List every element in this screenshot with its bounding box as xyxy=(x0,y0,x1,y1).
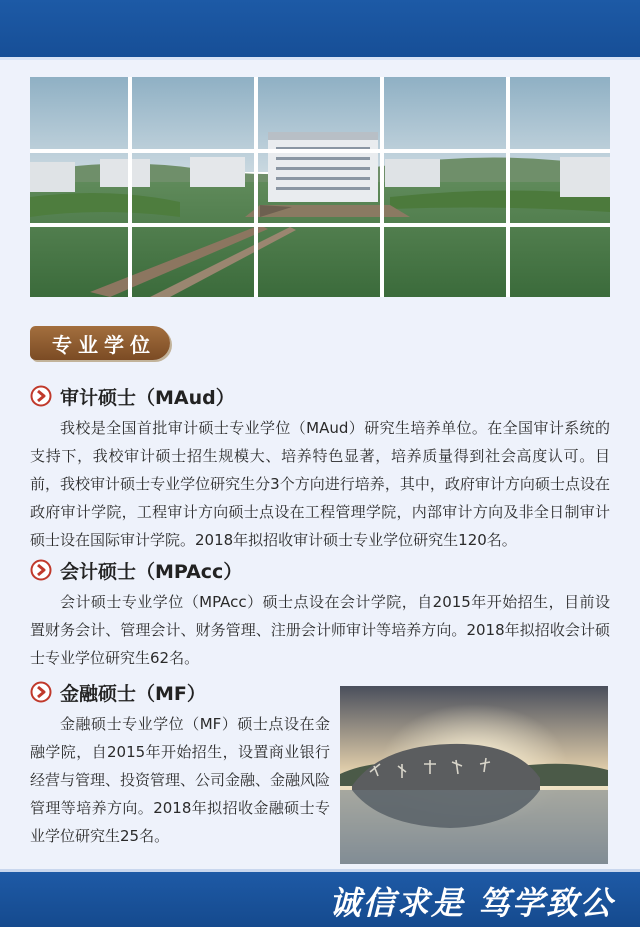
header-band xyxy=(0,0,640,60)
campus-photo xyxy=(30,77,610,297)
university-stone-photo xyxy=(340,686,608,864)
program-description: 我校是全国首批审计硕士专业学位（MAud）研究生培养单位。在全国审计系统的支持下，我校审计硕士招生规模大、培养特色显著，培养质量得到社会高度认可。目前，我校审计硕士专业学位研究生分3个方向进行培养，其中，政府审计方向硕士点设在政府审计学院，工程审计方向硕士点设在工程管理学院，内部审计方向及非全日制审计硕士设在国际审计学院。2018年拟招收审计硕士专业学位研究生120名。 xyxy=(30,419,610,549)
program-mf xyxy=(30,678,330,850)
program-description: 金融硕士专业学位（MF）硕士点设在金融学院，自2015年开始招生，设置商业银行经营与管理、投资管理、公司金融、金融风险管理等培养方向。2018年拟招收金融硕士专业学位研究生25名。 xyxy=(30,715,331,845)
program-description: 会计硕士专业学位（MPAcc）硕士点设在会计学院，自2015年开始招生，目前设置财务会计、管理会计、财务管理、注册会计师审计等培养方向。2018年拟招收会计硕士专业学位研究生62名。 xyxy=(30,593,610,667)
program-maud xyxy=(30,382,610,554)
photo-grid-lines xyxy=(30,77,610,297)
section-tab-professional-degrees xyxy=(30,326,170,360)
section-title: 专业学位 xyxy=(52,332,156,357)
program-heading xyxy=(30,382,610,410)
footer-band xyxy=(0,872,640,927)
chevron-right-circle-icon xyxy=(30,385,52,407)
program-title: 金融硕士（MF） xyxy=(60,682,206,705)
program-title: 会计硕士（MPAcc） xyxy=(60,560,243,583)
chevron-right-circle-icon xyxy=(30,681,52,703)
program-heading xyxy=(30,556,610,584)
university-motto: 诚信求是 笃学致公 xyxy=(328,884,614,922)
chevron-right-circle-icon xyxy=(30,559,52,581)
program-heading xyxy=(30,678,330,706)
program-mpacc xyxy=(30,556,610,672)
program-title: 审计硕士（MAud） xyxy=(60,386,235,409)
